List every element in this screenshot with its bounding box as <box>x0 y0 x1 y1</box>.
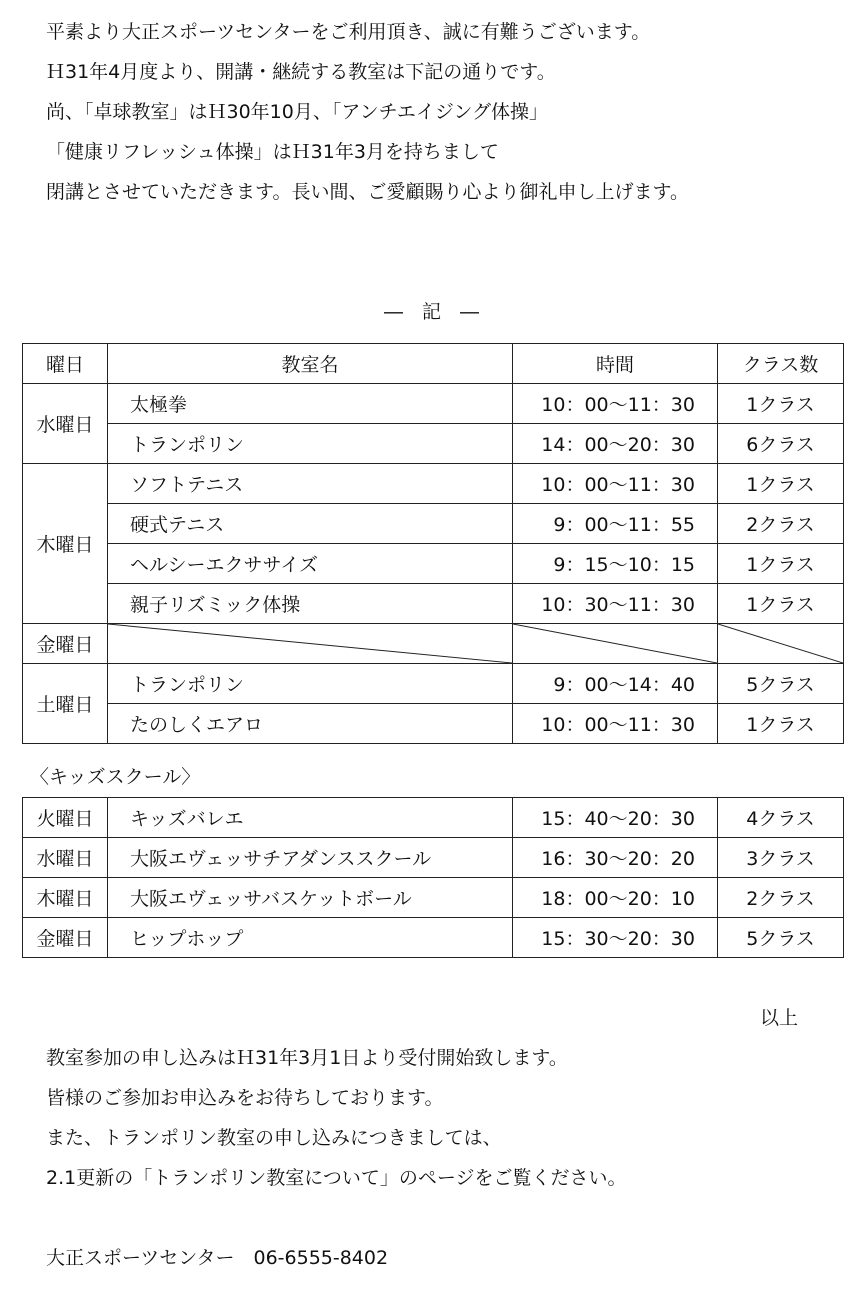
class-time: 10：00～11：30 <box>513 464 718 504</box>
header-class-count: クラス数 <box>718 344 844 384</box>
table-row <box>23 798 844 838</box>
class-count: 1クラス <box>718 544 844 584</box>
class-name: 太極拳 <box>108 384 513 424</box>
class-count: 1クラス <box>718 704 844 744</box>
empty-diagonal-cell <box>108 624 513 664</box>
header-class-name: 教室名 <box>108 344 513 384</box>
schedule-table <box>22 343 844 744</box>
table-row <box>23 918 844 958</box>
class-name: 大阪エヴェッサチアダンススクール <box>108 838 513 878</box>
class-time: 9：00～14：40 <box>513 664 718 704</box>
class-time: 10：30～11：30 <box>513 584 718 624</box>
day-cell: 土曜日 <box>23 664 108 744</box>
kids-school-title: 〈キッズスクール〉 <box>30 766 201 788</box>
class-count: 5クラス <box>718 664 844 704</box>
table-row <box>23 838 844 878</box>
class-name: ヒップホップ <box>108 918 513 958</box>
empty-diagonal-cell <box>718 624 844 664</box>
day-cell: 火曜日 <box>23 798 108 838</box>
class-name: 硬式テニス <box>108 504 513 544</box>
class-name: 親子リズミック体操 <box>108 584 513 624</box>
intro-line-4: 「健康リフレッシュ体操」はＨ31年3月を持ちまして <box>46 141 499 163</box>
class-count: 6クラス <box>718 424 844 464</box>
table-row <box>23 878 844 918</box>
header-time: 時間 <box>513 344 718 384</box>
class-count: 2クラス <box>718 504 844 544</box>
header-day: 曜日 <box>23 344 108 384</box>
footer-line-4: 2.1更新の「トランポリン教室について」のページをご覧ください。 <box>46 1167 627 1189</box>
class-name: ヘルシーエクササイズ <box>108 544 513 584</box>
class-name: キッズバレエ <box>108 798 513 838</box>
table-row <box>23 504 844 544</box>
class-count: 1クラス <box>718 384 844 424</box>
ki-heading: ― 記 ― <box>383 301 479 323</box>
class-name: トランポリン <box>108 424 513 464</box>
table-header-row <box>23 344 844 384</box>
table-row <box>23 464 844 504</box>
table-row <box>23 584 844 624</box>
footer-line-1: 教室参加の申し込みはＨ31年3月1日より受付開始致します。 <box>46 1047 568 1069</box>
class-time: 16：30～20：20 <box>513 838 718 878</box>
class-name: トランポリン <box>108 664 513 704</box>
class-time: 10：00～11：30 <box>513 384 718 424</box>
intro-line-1: 平素より大正スポーツセンターをご利用頂き、誠に有難うございます。 <box>46 21 651 43</box>
class-time: 9：00～11：55 <box>513 504 718 544</box>
day-cell: 金曜日 <box>23 624 108 664</box>
class-time: 10：00～11：30 <box>513 704 718 744</box>
table-row <box>23 384 844 424</box>
table-row <box>23 424 844 464</box>
intro-line-3: 尚、「卓球教室」はＨ30年10月、「アンチエイジング体操」 <box>46 101 548 123</box>
table-row <box>23 664 844 704</box>
class-count: 1クラス <box>718 464 844 504</box>
day-cell: 水曜日 <box>23 384 108 464</box>
class-time: 15：30～20：30 <box>513 918 718 958</box>
class-name: たのしくエアロ <box>108 704 513 744</box>
day-cell: 木曜日 <box>23 464 108 624</box>
class-count: 1クラス <box>718 584 844 624</box>
class-time: 9：15～10：15 <box>513 544 718 584</box>
class-count: 5クラス <box>718 918 844 958</box>
table-row <box>23 544 844 584</box>
footer-line-2: 皆様のご参加お申込みをお待ちしております。 <box>46 1087 444 1109</box>
intro-line-2: Ｈ31年4月度より、開講・継続する教室は下記の通りです。 <box>46 61 556 83</box>
class-name: 大阪エヴェッサバスケットボール <box>108 878 513 918</box>
class-count: 2クラス <box>718 878 844 918</box>
footer-line-3: また、トランポリン教室の申し込みにつきましては、 <box>46 1127 502 1149</box>
class-count: 3クラス <box>718 838 844 878</box>
closing-ijo: 以上 <box>760 1007 799 1029</box>
class-name: ソフトテニス <box>108 464 513 504</box>
table-row <box>23 704 844 744</box>
day-cell: 金曜日 <box>23 918 108 958</box>
day-cell: 木曜日 <box>23 878 108 918</box>
contact-info: 大正スポーツセンター 06-6555-8402 <box>46 1247 389 1269</box>
class-time: 15：40～20：30 <box>513 798 718 838</box>
class-time: 18：00～20：10 <box>513 878 718 918</box>
class-time: 14：00～20：30 <box>513 424 718 464</box>
empty-diagonal-cell <box>513 624 718 664</box>
table-row-empty <box>23 624 844 664</box>
intro-line-5: 閉講とさせていただきます。長い間、ご愛顧賜り心より御礼申し上げます。 <box>46 181 689 203</box>
day-cell: 水曜日 <box>23 838 108 878</box>
class-count: 4クラス <box>718 798 844 838</box>
kids-table <box>22 797 844 958</box>
